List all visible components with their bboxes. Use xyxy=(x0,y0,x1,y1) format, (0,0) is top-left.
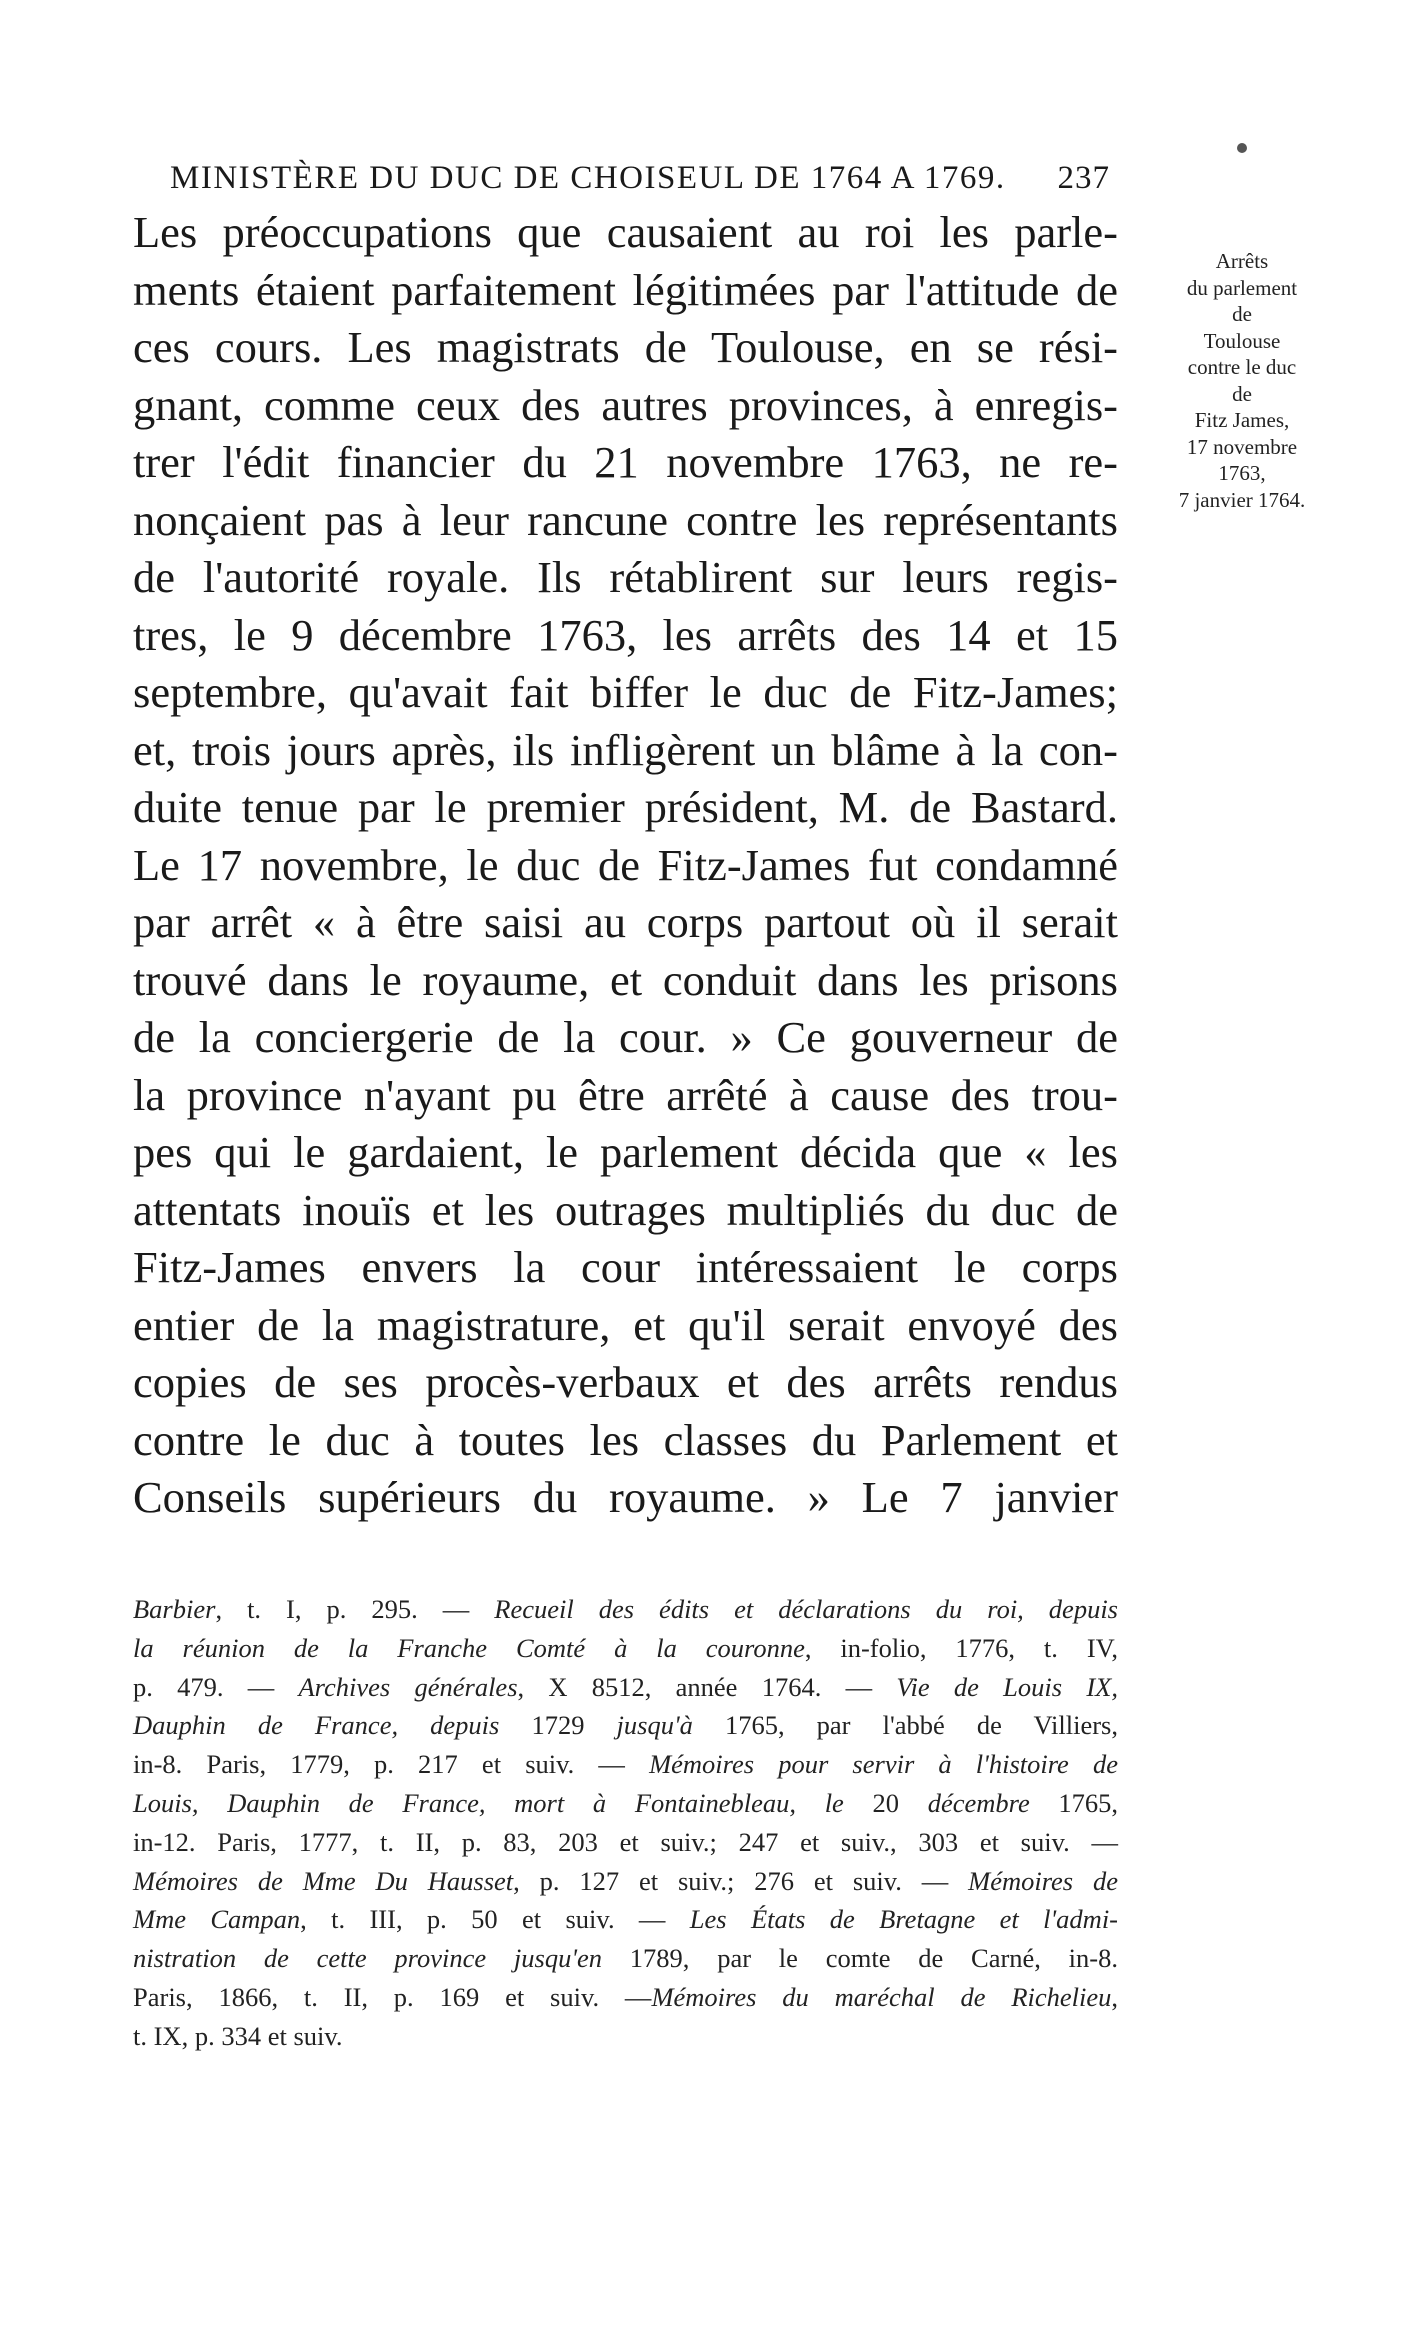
footnote-line xyxy=(133,1706,1118,1745)
footnote-title: Recueil des édits et déclarations du roi, depuis xyxy=(494,1594,1118,1624)
body-line: de la conciergerie de la cour. » Ce gouverneur de xyxy=(133,1012,1118,1062)
margin-note xyxy=(1122,248,1362,513)
margin-note-line: 7 janvier 1764. xyxy=(1178,487,1306,512)
footnote-text: 20 xyxy=(843,1787,928,1818)
body-line: contre le duc à toutes les classes du Parlement et xyxy=(133,1414,1118,1465)
footnote-title: Louis, Dauphin de France, mort à Fontainebleau, le xyxy=(133,1787,844,1818)
body-line: Les préoccupations que causaient au roi les parle- xyxy=(133,207,1118,257)
margin-note-line: 17 novembre xyxy=(1186,434,1298,459)
body-line: et, trois jours après, ils infligèrent un blâme à la con- xyxy=(133,724,1118,775)
margin-note-line: de xyxy=(1232,381,1252,406)
footnote-title: nistration de cette province jusqu'en xyxy=(133,1943,603,1974)
body-line: nonçaient pas à leur rancune contre les représentants xyxy=(133,494,1118,545)
footnote-title: Archives générales xyxy=(298,1671,518,1702)
margin-note-line: Arrêts xyxy=(1215,249,1269,273)
footnote-text: 1789, par le comte de Carné, in-8. xyxy=(602,1943,1118,1974)
margin-note-line: contre le duc xyxy=(1187,355,1297,379)
footnote-line xyxy=(133,1668,1118,1707)
footnote-line xyxy=(133,1629,1118,1668)
body-line: copies de ses procès-verbaux et des arrêts rendus xyxy=(133,1357,1118,1407)
body-line: entier de la magistrature, et qu'il serait envoyé des xyxy=(133,1299,1118,1350)
body-line: trouvé dans le royaume, et conduit dans les prisons xyxy=(133,954,1118,1005)
footnote-line xyxy=(133,1823,1118,1862)
footnote-title: Dauphin de France, depuis xyxy=(133,1710,500,1741)
margin-note-line: de xyxy=(1232,302,1252,326)
footnote-title: Barbier xyxy=(133,1594,216,1624)
footnote-text: in-12. Paris, 1777, t. II, p. 83, 203 et suiv.; 247 et suiv., 303 et suiv. — xyxy=(133,1826,1118,1857)
running-title: MINISTÈRE DU DUC DE CHOISEUL DE 1764 A 1769. xyxy=(170,160,1006,196)
body-line: tres, le 9 décembre 1763, les arrêts des 14 et 15 xyxy=(133,609,1118,660)
body-line: pes qui le gardaient, le parlement décida que « les xyxy=(133,1127,1118,1177)
body-line: Conseils supérieurs du royaume. » Le 7 janvier xyxy=(133,1472,1118,1522)
body-line: Fitz-James envers la cour intéressaient le corps xyxy=(133,1242,1118,1292)
footnote-text: , t. III, p. 50 et suiv. — xyxy=(300,1904,690,1935)
footnote-title: décembre xyxy=(927,1787,1030,1818)
body-line: ces cours. Les magistrats de Toulouse, en se rési- xyxy=(133,322,1118,372)
footnote-line xyxy=(133,1900,1118,1939)
body-line: septembre, qu'avait fait biffer le duc de Fitz-James; xyxy=(133,667,1118,717)
footnote-text: t. IX, p. 334 et suiv. xyxy=(133,2020,343,2051)
footnote-line xyxy=(133,1590,1118,1629)
footnote-title: Les États de Bretagne et l'admi- xyxy=(689,1904,1119,1935)
footnote-title: la réunion de la Franche Comté à la couronne xyxy=(133,1632,805,1663)
body-line: attentats inouïs et les outrages multipliés du duc de xyxy=(133,1184,1118,1235)
margin-note-line: Fitz James, xyxy=(1194,408,1290,432)
footnote-text: , in-folio, 1776, t. IV, xyxy=(804,1632,1118,1663)
footnote-line xyxy=(133,2017,1118,2056)
body-line: ments étaient parfaitement légitimées par l'attitude de xyxy=(133,264,1118,315)
body-line: de l'autorité royale. Ils rétablirent sur leurs regis- xyxy=(133,552,1118,602)
footnote-text: , xyxy=(1111,1981,1119,2012)
footnote-text: 1729 xyxy=(499,1710,617,1741)
footnote-title: Vie de Louis IX, xyxy=(896,1671,1118,1702)
body-line: trer l'édit financier du 21 novembre 1763, ne re- xyxy=(133,437,1118,487)
footnote-line xyxy=(133,1939,1118,1978)
body-line: par arrêt « à être saisi au corps partout où il serait xyxy=(133,897,1118,947)
footnote-text: 1765, xyxy=(1029,1787,1119,1818)
margin-note-line: Toulouse xyxy=(1203,328,1281,353)
body-line: duite tenue par le premier président, M. de Bastard. xyxy=(133,782,1118,832)
footnote-title: Mémoires du maréchal de Richelieu xyxy=(651,1981,1112,2012)
footnote-title: Mémoires de Mme Du Hausset xyxy=(133,1865,514,1896)
footnote-text: in-8. Paris, 1779, p. 217 et suiv. — xyxy=(133,1749,650,1780)
footnote-title: jusqu'à xyxy=(616,1710,693,1741)
footnote-text: Paris, 1866, t. II, p. 169 et suiv. — xyxy=(133,1981,652,2012)
footnote-title: Mémoires pour servir à l'histoire de xyxy=(649,1749,1118,1780)
page-number: 237 xyxy=(1057,160,1110,196)
footnote-title: Mémoires de xyxy=(968,1865,1118,1896)
footnotes xyxy=(133,1590,1118,2056)
margin-note-line: 1763, xyxy=(1218,461,1266,485)
footnote-line xyxy=(133,1745,1118,1784)
margin-dot xyxy=(1237,143,1247,153)
footnote-text: p. 479. — xyxy=(133,1671,299,1702)
footnote-title: Mme Campan xyxy=(133,1904,301,1935)
body-line: Le 17 novembre, le duc de Fitz-James fut condamné xyxy=(133,839,1118,890)
running-header xyxy=(170,160,1110,197)
footnote-text: 1765, par l'abbé de Villiers, xyxy=(692,1710,1118,1741)
body-text xyxy=(133,204,1118,1527)
body-line: gnant, comme ceux des autres provinces, à enregis- xyxy=(133,379,1118,430)
footnote-line xyxy=(133,1784,1118,1823)
footnote-line xyxy=(133,1862,1118,1901)
footnote-line xyxy=(133,1978,1118,2017)
footnote-text: , p. 127 et suiv.; 276 et suiv. — xyxy=(513,1865,969,1896)
footnote-text: , X 8512, année 1764. — xyxy=(517,1671,897,1702)
margin-note-line: du parlement xyxy=(1186,275,1298,300)
body-line: la province n'ayant pu être arrêté à cause des trou- xyxy=(133,1069,1118,1120)
footnote-text: , t. I, p. 295. — xyxy=(215,1594,495,1624)
